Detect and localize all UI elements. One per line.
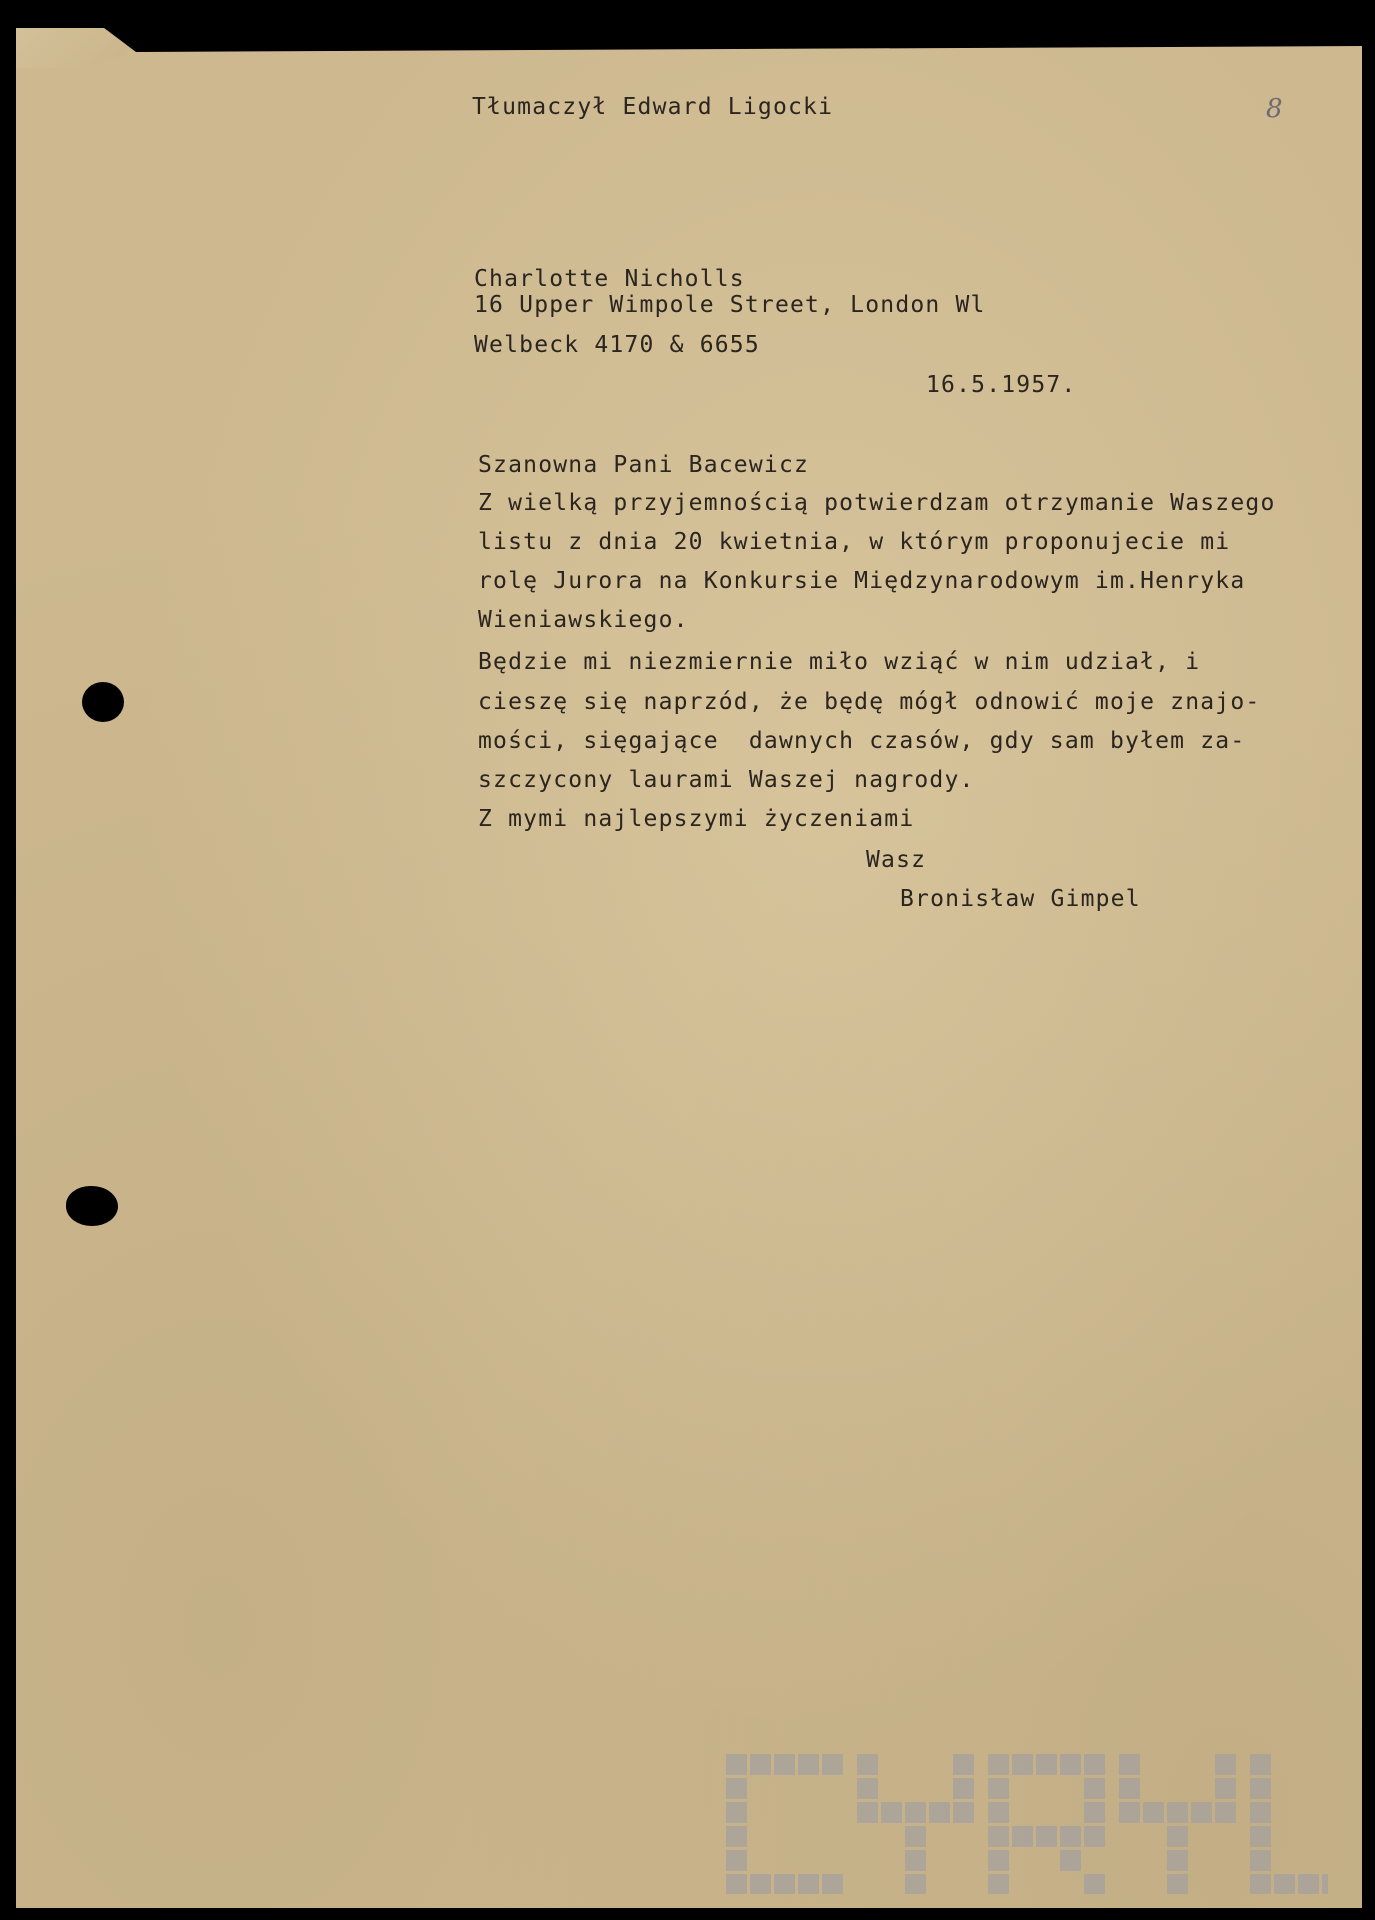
watermark-block xyxy=(988,1754,1009,1775)
watermark-block xyxy=(1119,1754,1140,1775)
watermark-block xyxy=(988,1850,1009,1871)
watermark-block xyxy=(1060,1850,1081,1871)
watermark-block xyxy=(726,1778,747,1799)
watermark-block xyxy=(1084,1754,1105,1775)
watermark-block xyxy=(1250,1754,1271,1775)
watermark-block xyxy=(1298,1874,1319,1894)
watermark-block xyxy=(905,1802,926,1823)
watermark-block xyxy=(905,1850,926,1871)
watermark-block xyxy=(1119,1778,1140,1799)
body-line: rolę Jurora na Konkursie Międzynarodowym im.Henryka xyxy=(478,568,1246,594)
watermark-block xyxy=(953,1754,974,1775)
watermark-block xyxy=(1012,1826,1033,1847)
watermark-block xyxy=(1322,1874,1328,1894)
watermark-block xyxy=(929,1802,950,1823)
letterhead-phone: Welbeck 4170 & 6655 xyxy=(474,332,760,358)
watermark-block xyxy=(1084,1826,1105,1847)
watermark-block xyxy=(726,1826,747,1847)
watermark-block xyxy=(988,1778,1009,1799)
watermark-block xyxy=(1215,1778,1236,1799)
body-line: listu z dnia 20 kwietnia, w którym proponujecie mi xyxy=(478,529,1231,555)
translator-note: Tłumaczył Edward Ligocki xyxy=(472,94,834,120)
watermark-block xyxy=(905,1826,926,1847)
watermark-block xyxy=(1084,1778,1105,1799)
watermark-block xyxy=(726,1874,747,1894)
watermark-block xyxy=(726,1802,747,1823)
watermark-block xyxy=(1167,1874,1188,1894)
watermark-block xyxy=(1274,1874,1295,1894)
watermark-block xyxy=(905,1874,926,1894)
watermark-block xyxy=(988,1874,1009,1894)
letter-date: 16.5.1957. xyxy=(926,372,1077,398)
watermark-block xyxy=(1084,1874,1105,1894)
letterhead-name: Charlotte Nicholls xyxy=(474,266,745,292)
watermark-block xyxy=(988,1826,1009,1847)
watermark-block xyxy=(1060,1826,1081,1847)
watermark-block xyxy=(1167,1802,1188,1823)
closing: Wasz xyxy=(866,847,927,873)
watermark-block xyxy=(726,1754,747,1775)
watermark-block xyxy=(1167,1826,1188,1847)
watermark-block xyxy=(1215,1802,1236,1823)
watermark-block xyxy=(774,1874,795,1894)
punch-hole-top xyxy=(82,682,124,722)
body-line: szczycony laurami Waszej nagrody. xyxy=(478,767,975,793)
watermark-block xyxy=(1060,1754,1081,1775)
watermark-block xyxy=(822,1754,843,1775)
watermark-block xyxy=(822,1874,843,1894)
watermark-block xyxy=(953,1778,974,1799)
watermark-block xyxy=(750,1754,771,1775)
body-line: cieszę się naprzód, że będę mógł odnowić moje znajo- xyxy=(478,689,1261,715)
watermark-block xyxy=(1250,1850,1271,1871)
watermark-block xyxy=(1036,1826,1057,1847)
watermark-block xyxy=(988,1802,1009,1823)
watermark-block xyxy=(1250,1874,1271,1894)
watermark-block xyxy=(1084,1802,1105,1823)
watermark-block xyxy=(774,1754,795,1775)
watermark-block xyxy=(1012,1754,1033,1775)
watermark-block xyxy=(881,1802,902,1823)
body-line: Będzie mi niezmiernie miło wziąć w nim udział, i xyxy=(478,649,1201,675)
page-number: 8 xyxy=(1266,94,1283,124)
watermark-block xyxy=(1119,1802,1140,1823)
body-line: Z mymi najlepszymi życzeniami xyxy=(478,806,915,832)
punch-hole-bottom xyxy=(66,1186,118,1226)
watermark-block xyxy=(1250,1778,1271,1799)
watermark-block xyxy=(750,1874,771,1894)
watermark-block xyxy=(798,1754,819,1775)
watermark-block xyxy=(1215,1754,1236,1775)
watermark-block xyxy=(857,1754,878,1775)
watermark-block xyxy=(1167,1850,1188,1871)
watermark-block xyxy=(857,1802,878,1823)
watermark-block xyxy=(1191,1802,1212,1823)
watermark-block xyxy=(726,1850,747,1871)
watermark-block xyxy=(953,1802,974,1823)
watermark-block xyxy=(1143,1802,1164,1823)
watermark-block xyxy=(1036,1754,1057,1775)
body-line: Z wielką przyjemnością potwierdzam otrzymanie Waszego xyxy=(478,490,1276,516)
watermark-block xyxy=(798,1874,819,1894)
cyryl-watermark xyxy=(726,1754,1328,1894)
body-line: Wieniawskiego. xyxy=(478,607,689,633)
letterhead-address: 16 Upper Wimpole Street, London Wl xyxy=(474,292,986,318)
watermark-block xyxy=(1250,1802,1271,1823)
watermark-block xyxy=(857,1778,878,1799)
watermark-block xyxy=(1250,1826,1271,1847)
signature: Bronisław Gimpel xyxy=(900,886,1141,912)
body-line: mości, sięgające dawnych czasów, gdy sam byłem za- xyxy=(478,728,1246,754)
salutation: Szanowna Pani Bacewicz xyxy=(478,452,810,478)
